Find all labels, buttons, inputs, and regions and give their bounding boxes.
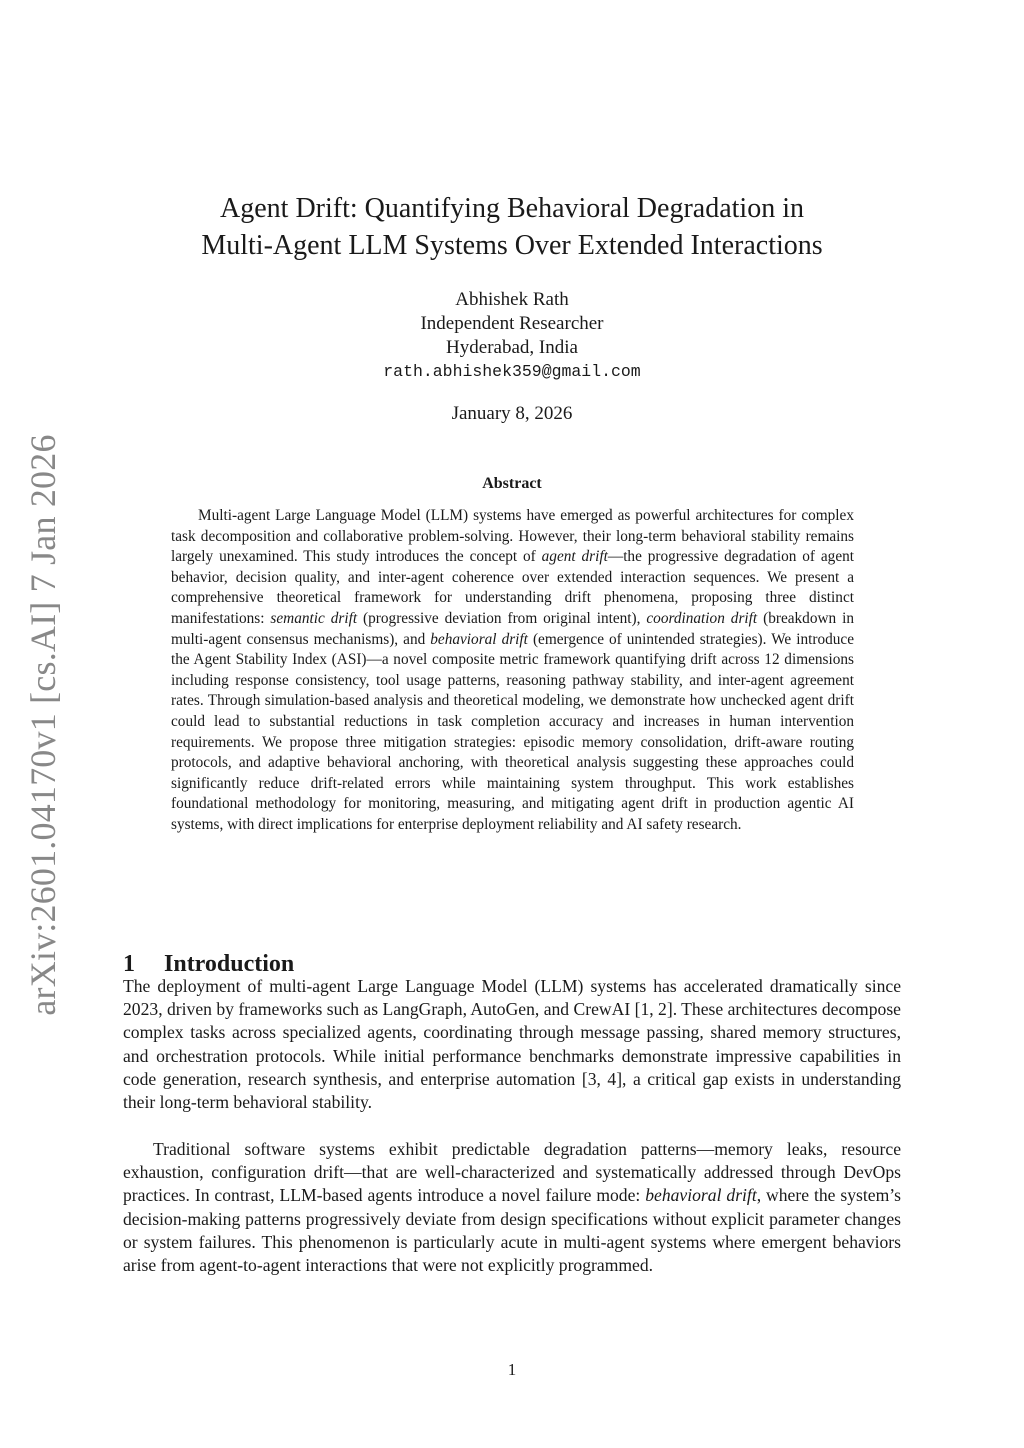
intro-paragraph-2-text-2: , where the system’s decision-making patterns progressively deviate from design specifications without explicit parameter changes or system failures. This phenomenon is particularly acute in multi-agent systems where emergent behaviors arise from agent-to-agent interactions that were not explicitly programmed. bbox=[123, 1185, 901, 1276]
abstract-text-2: —the progressive degradation of agent behavior, decision quality, and inter-agent coherence over extended interaction sequences. We present a comprehensive theoretical framework for understanding drift phenomena, proposing three distinct manifestations: bbox=[171, 548, 855, 627]
abstract-term-coordination-drift: coordination drift bbox=[646, 609, 758, 627]
author-block bbox=[200, 288, 824, 384]
title-line-1: Agent Drift: Quantifying Behavioral Degradation in bbox=[220, 193, 804, 224]
section-title: Introduction bbox=[164, 950, 295, 977]
abstract-heading: Abstract bbox=[482, 475, 542, 492]
intro-paragraph-2-text-1: Traditional software systems exhibit predictable degradation patterns—memory leaks, resource exhaustion, configuration drift—that are well-characterized and systematically addressed through DevOps practices. In contrast, LLM-based agents introduce a novel failure mode: bbox=[123, 1139, 901, 1206]
intro-term-behavioral-drift: behavioral drift bbox=[645, 1185, 757, 1206]
page-number: 1 bbox=[507, 1360, 517, 1379]
abstract-term-semantic-drift: semantic drift bbox=[270, 609, 358, 627]
title-line-2: Multi-Agent LLM Systems Over Extended Interactions bbox=[201, 230, 823, 261]
abstract-text-1: Multi-agent Large Language Model (LLM) systems have emerged as powerful architectures for complex task decomposition and collaborative problem-solving. However, their long-term behavioral stability remains largely unexamined. This study introduces the concept of bbox=[171, 507, 854, 566]
paper-title bbox=[100, 190, 924, 264]
author-location: Hyderabad, India bbox=[446, 337, 578, 358]
paper-date: January 8, 2026 bbox=[451, 403, 573, 424]
abstract-text-5: (emergence of unintended strategies). We introduce the Agent Stability Index (ASI)—a novel composite metric framework quantifying drift across 12 dimensions including response consistency, tool usage patterns, reasoning pathway stability, and inter-agent agreement rates. Through simulation-based analysis and theoretical modeling, we demonstrate how unchecked agent drift could lead to substantial reductions in task completion accuracy and increases in human intervention requirements. We propose three mitigation strategies: episodic memory consolidation, drift-aware routing protocols, and adaptive behavioral anchoring, with theoretical analysis suggesting these approaches could significantly reduce drift-related errors while maintaining system throughput. This work establishes foundational methodology for monitoring, measuring, and mitigating agent drift in production agentic AI systems, with direct implications for enterprise deployment reliability and AI safety research. bbox=[171, 630, 855, 833]
arxiv-identifier-stamp: arXiv:2601.04170v1 [cs.AI] 7 Jan 2026 bbox=[23, 434, 63, 1016]
intro-paragraph-2 bbox=[123, 1138, 901, 1277]
abstract-text-3: (progressive deviation from original intent), bbox=[357, 609, 647, 627]
abstract-term-behavioral-drift: behavioral drift bbox=[430, 630, 528, 648]
abstract-body bbox=[171, 506, 854, 836]
abstract-term-agent-drift: agent drift bbox=[541, 548, 608, 566]
author-affiliation: Independent Researcher bbox=[420, 313, 604, 334]
author-name: Abhishek Rath bbox=[455, 289, 569, 310]
intro-paragraph-1: The deployment of multi-agent Large Language Model (LLM) systems has accelerated dramatically since 2023, driven by frameworks such as LangGraph, AutoGen, and CrewAI [1, 2]. These architectures decompose complex tasks across specialized agents, coordinating through message passing, shared memory structures, and orchestration protocols. While initial performance benchmarks demonstrate impressive capabilities in code generation, research synthesis, and enterprise automation [3, 4], a critical gap exists in understanding their long-term behavioral stability. bbox=[123, 976, 901, 1113]
section-number: 1 bbox=[123, 950, 135, 977]
author-email: rath.abhishek359@gmail.com bbox=[383, 362, 641, 381]
abstract-text-4: (breakdown in multi-agent consensus mechanisms), and bbox=[171, 609, 855, 648]
